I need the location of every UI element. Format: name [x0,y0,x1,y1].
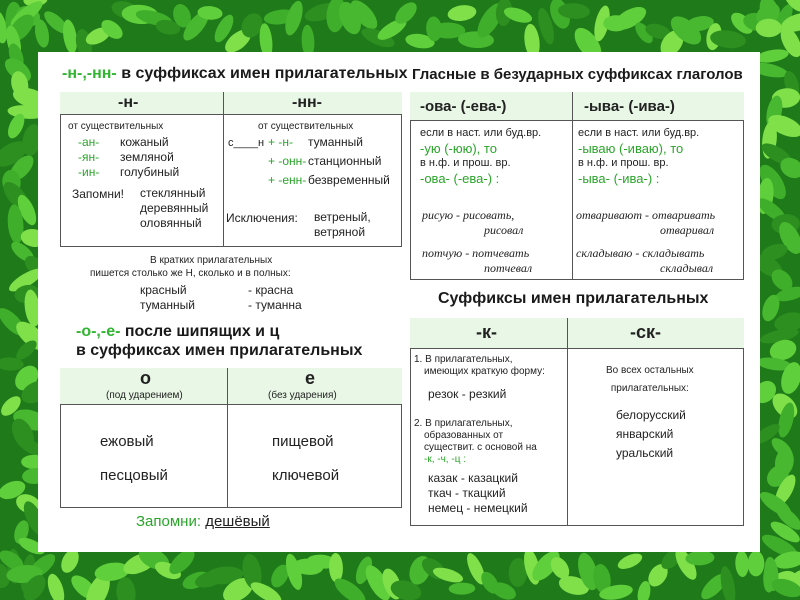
nn-col1-from: от существительных [68,121,164,132]
oe-col1-words: ежовый песцовый [100,433,168,484]
adj-col2-head: -ск- [630,322,662,342]
leaf-decoration [756,19,782,38]
nn-title [62,65,408,83]
oe-col2-head: е [305,368,316,388]
nn-remember-label: Запомни! [72,187,125,201]
oe-col2-sub: (без ударения) [268,390,337,401]
verbs-col2-rule: если в наст. или буд.вр. -ываю (-иваю), то в н.ф. и прош. вр. -ыва- (-ива-) : [578,127,700,186]
adj-rule2-examples: казак - казацкий ткач - ткацкий немец - немецкий [428,471,528,515]
oe-col1-sub: (под ударением) [106,390,183,401]
nn-exceptions-words: ветреный, ветряной [314,210,371,239]
nn-col2-rows: + -н- туманный + -онн- станционный + -енн- безвременный [268,135,390,187]
oe-col1-head: о [140,368,151,388]
adj-col2-words: белорусский январский уральский [616,408,686,460]
verbs-title: Гласные в безударных суффиксах глаголов [412,66,743,83]
nn-col1-rows: -ан- кожаный -ян- земляной -ин- голубиный [78,135,180,179]
adj-rule1-example: резок - резкий [428,387,507,401]
verbs-col2-examples: отваривают - отваривать отваривал складываю - складывать складывал [576,208,716,275]
nn-col2-from: от существительных [258,121,354,132]
nn-short-note-2: пишется столько же Н, сколько и в полных: [90,268,291,279]
adj-rule1: 1. В прилагательных, имеющих краткую форму: [414,354,545,377]
nn-short-note-1: В кратких прилагательных [150,255,273,266]
nn-col2-head: -нн- [292,94,322,111]
nn-col1-head: -н- [118,94,139,111]
oe-col2-words: пищевой ключевой [272,433,340,484]
adj-rule2: 2. В прилагательных, образованных от существит. с основой на -к, -ч, -ц : [414,418,537,465]
nn-formula: с____н [228,137,265,149]
verbs-col1-head: -ова- (-ева-) [420,98,507,115]
verbs-col2-head: -ыва- (-ива-) [584,98,675,115]
nn-short-pairs: красный - красна туманный - туманна [140,283,302,312]
adj-title: Суффиксы имен прилагательных [438,290,709,307]
nn-remember-words: стеклянный деревянный оловянный [140,186,209,230]
nn-exceptions-label: Исключения: [226,211,298,225]
oe-title: -о-,-е- после шипящих и ц в суффиксах имен прилагательных [76,323,363,359]
verbs-col1-rule: если в наст. или буд.вр. -ую (-юю), то в н.ф. и прош. вр. -ова- (-ева-) : [420,127,542,186]
adj-col1-head: -к- [476,322,497,342]
nn-title-suffix: -н-,-нн- [62,65,117,82]
adj-col2-rule: Во всех остальных прилагательных: [606,365,694,394]
oe-remember: Запомни: дешёвый [136,513,270,530]
nn-title-rest: в суффиксах имен прилагательных [121,65,408,82]
verbs-col1-examples: рисую - рисовать, рисовал потчую - потчевать потчевал [422,208,533,275]
